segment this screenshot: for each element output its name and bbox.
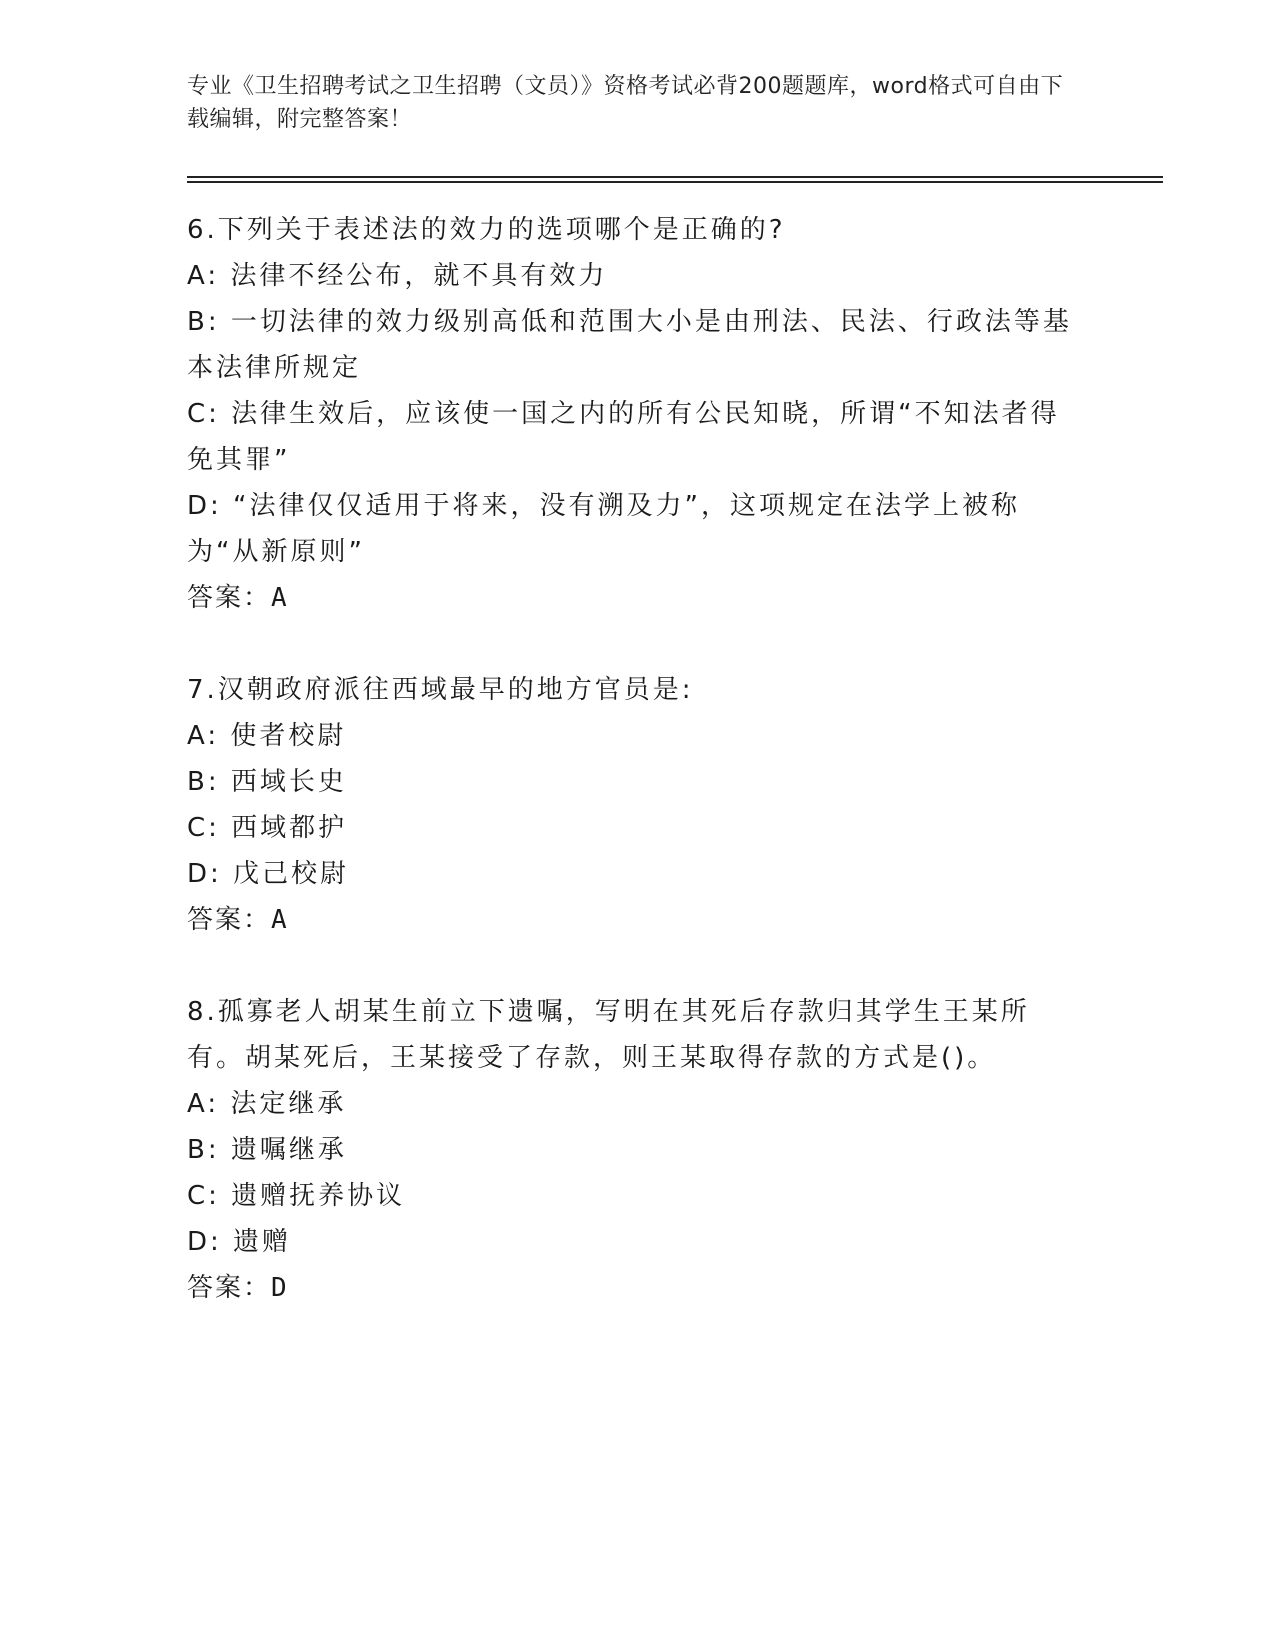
option-b: B: 西域长史 — [187, 767, 347, 797]
option-d: D: 遗赠 — [187, 1227, 292, 1257]
option-b: B: 一切法律的效力级别高低和范围大小是由刑法、民法、行政法等基本法律所规定 — [187, 307, 1072, 383]
option-a: A: 法定继承 — [187, 1089, 347, 1119]
answer-label: 答案： — [187, 1273, 272, 1303]
question-8 — [187, 989, 1077, 1311]
answer-line — [187, 1265, 1077, 1311]
header-text: 专业《卫生招聘考试之卫生招聘（文员）》资格考试必背200题题库，word格式可自由下载编辑，附完整答案！ — [187, 74, 1064, 132]
option-c: C: 遗赠抚养协议 — [187, 1181, 406, 1211]
question-stem: 6.下列关于表述法的效力的选项哪个是正确的? — [187, 215, 786, 245]
question-list — [187, 207, 1077, 1357]
question-stem: 7.汉朝政府派往西域最早的地方官员是: — [187, 675, 694, 705]
answer-value: A — [271, 905, 289, 935]
option-a: A: 法律不经公布，就不具有效力 — [187, 261, 608, 291]
document-header — [187, 70, 1067, 136]
answer-label: 答案： — [187, 905, 272, 935]
answer-value: A — [271, 583, 289, 613]
answer-value: D — [271, 1273, 289, 1303]
option-c: C: 西域都护 — [187, 813, 348, 843]
divider-line-top — [187, 176, 1163, 178]
answer-line — [187, 575, 1077, 621]
option-b: B: 遗嘱继承 — [187, 1135, 347, 1165]
question-stem: 8.孤寡老人胡某生前立下遗嘱，写明在其死后存款归其学生王某所有。胡某死后，王某接受了存款，则王某取得存款的方式是()。 — [187, 997, 1030, 1073]
option-d: D: 戊己校尉 — [187, 859, 350, 889]
option-c: C: 法律生效后，应该使一国之内的所有公民知晓，所谓“不知法者得免其罪” — [187, 399, 1060, 475]
option-a: A: 使者校尉 — [187, 721, 347, 751]
divider-line-bottom — [187, 181, 1163, 183]
question-7 — [187, 667, 1077, 943]
option-d: D: “法律仅仅适用于将来，没有溯及力”，这项规定在法学上被称为“从新原则” — [187, 491, 1020, 567]
header-divider — [187, 176, 1163, 183]
answer-label: 答案： — [187, 583, 272, 613]
answer-line — [187, 897, 1077, 943]
question-6 — [187, 207, 1077, 621]
